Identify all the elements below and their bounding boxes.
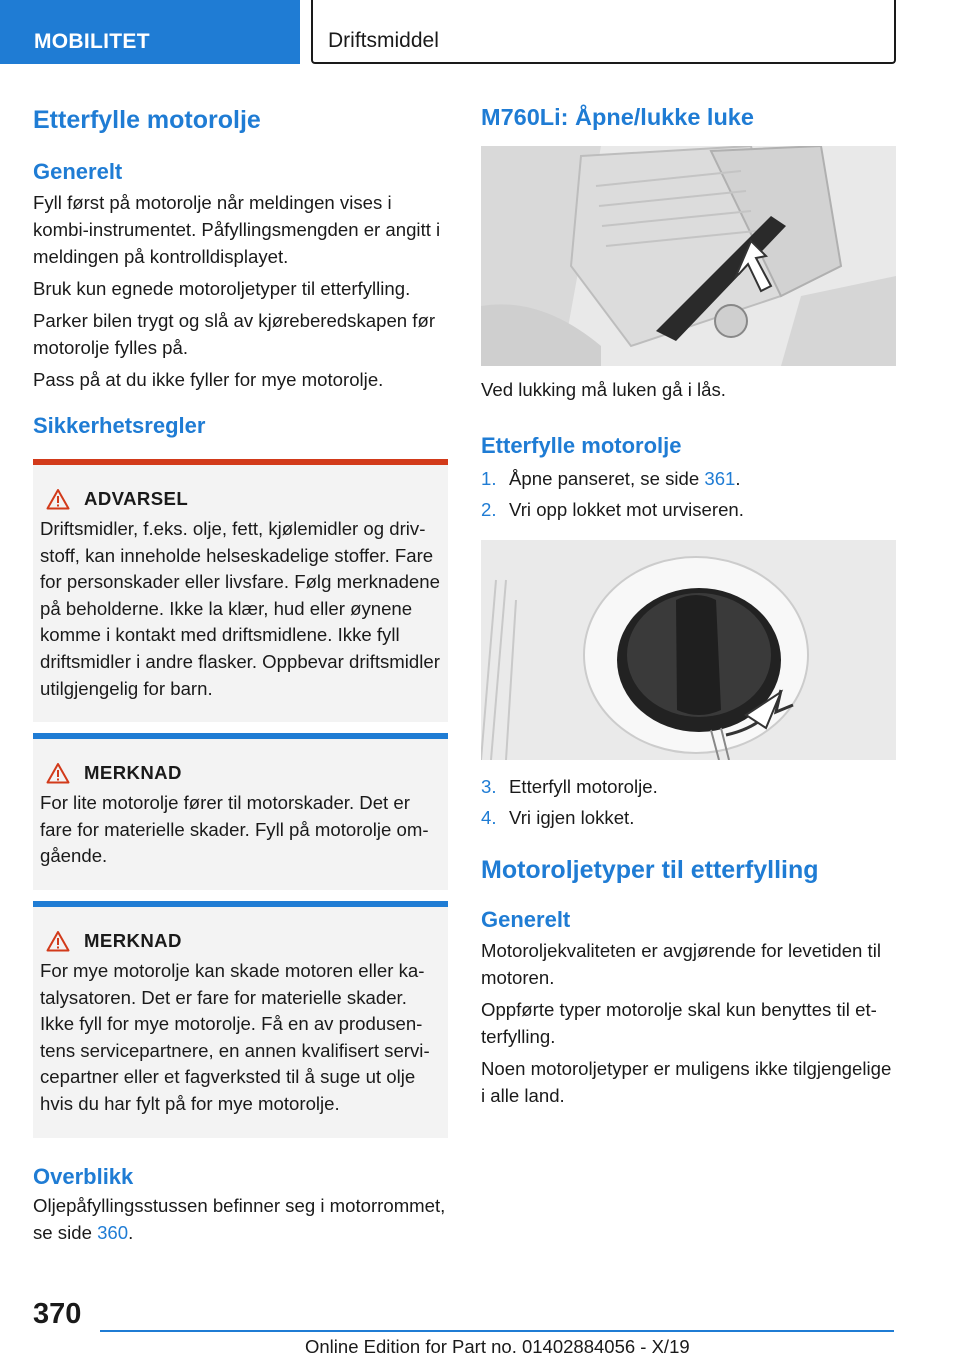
types-paragraph-1: Motoroljekvaliteten er avgjørende for levetiden til motoren. [481,940,881,988]
page-link-361[interactable]: 361 [704,468,736,489]
step-number: 3. [481,776,497,797]
types-general-heading: Generelt [481,907,571,932]
step-text: Vri opp lokket mot urviseren. [509,499,744,520]
notice-text-2: For mye motorolje kan skade motoren eller katalysatoren. Det er fare for materielle skader. Ikke fyll for mye motorolje. Få en av produsentens servicepartnere, en annen kvalifisert servicepartner eller et fagverksted til å suge ut olje hvis du har fylt på for mye motorolje. [40,959,430,1114]
steps-list-b [481,771,896,833]
overview-heading: Overblikk [33,1163,134,1189]
warning-triangle-icon [46,930,70,952]
right-column [481,100,896,1109]
image1-caption: Ved lukking må luken gå i lås. [481,379,726,400]
step-number: 2. [481,499,497,520]
page-link-360[interactable]: 360 [97,1221,129,1243]
refill-heading: Etterfylle motorolje [481,433,682,458]
page-number: 370 [33,1298,82,1330]
step-text-body: Åpne panseret, se side [509,468,705,489]
engine-cover-image [481,146,896,366]
step-text: Vri igjen lokket. [509,807,635,828]
section-label: MOBILITET [34,30,150,53]
section-tab [0,0,300,64]
step-item [481,771,896,802]
m760-heading: M760Li: Åpne/lukke luke [481,104,754,130]
notice-header-1 [40,758,440,788]
chapter-tab [311,0,896,64]
warning-header [40,484,440,514]
overview-end: . [128,1221,134,1243]
step-number: 4. [481,807,497,828]
left-column [33,100,448,1246]
types-paragraph-2: Oppførte typer motorolje skal kun benyttes til etterfylling. [481,999,877,1047]
step-item [481,494,896,525]
chapter-label: Driftsmiddel [328,29,439,52]
steps-list-a [481,463,896,525]
oil-cap-illustration [481,540,896,760]
footer-divider [100,1330,894,1332]
oil-cap-image [481,540,896,760]
notice-box-1 [33,733,448,890]
types-heading: Motoroljetyper til etterfylling [481,856,819,884]
step-item [481,463,896,494]
edition-text: Online Edition for Part no. 01402884056 - X/19 [305,1336,690,1357]
notice-box-2 [33,901,448,1138]
notice-text-1: For lite motorolje fører til motorskader. Det er fare for materielle skader. Fyll på motorolje omgående. [40,792,429,867]
warning-label: ADVARSEL [84,488,189,509]
notice-header-2 [40,926,440,956]
general-paragraph-1: Fyll først på motorolje når meldingen vises i kombi-instrumentet. Påfyllingsmengden er angitt i meldingen på kontrolldisplayet. [33,192,441,267]
safety-heading: Sikkerhetsregler [33,413,206,438]
general-paragraph-2: Bruk kun egnede motoroljetyper til etterfylling. [33,278,411,299]
step-text [509,463,741,494]
warning-box [33,459,448,722]
step-text-end: . [735,468,741,489]
notice-label-2: MERKNAD [84,929,182,951]
step-item [481,802,896,833]
warning-triangle-icon [46,488,70,510]
general-heading: Generelt [33,159,123,184]
overview-paragraph [33,1192,448,1246]
general-paragraph-3: Parker bilen trygt og slå av kjøreberedskapen før motorolje fylles på. [33,310,436,358]
types-paragraph-3: Noen motoroljetyper er muligens ikke tilgjengelige i alle land. [481,1058,892,1106]
step-text: Etterfyll motorolje. [509,776,658,797]
warning-text: Driftsmidler, f.eks. olje, fett, kjølemidler og drivstoff, kan inneholde helseskadelige stoffer. Fare for personskader eller livsfare. Følg merknadene på beholderne. Ikke la klær, hud eller øynene komme i kontakt med driftsmidlene. Ikke fyll driftsmidler i andre flasker. Oppbevar driftsmidler utilgjengelig for barn. [40,518,440,699]
overview-text: Oljepåfyllingsstussen befinner seg i motorrommet, se side [33,1194,446,1243]
page-title: Etterfylle motorolje [33,106,261,134]
general-paragraph-4: Pass på at du ikke fyller for mye motorolje. [33,369,384,390]
warning-triangle-icon [46,762,70,784]
notice-label-1: MERKNAD [84,762,182,784]
engine-cover-illustration [481,146,896,366]
step-number: 1. [481,468,497,489]
